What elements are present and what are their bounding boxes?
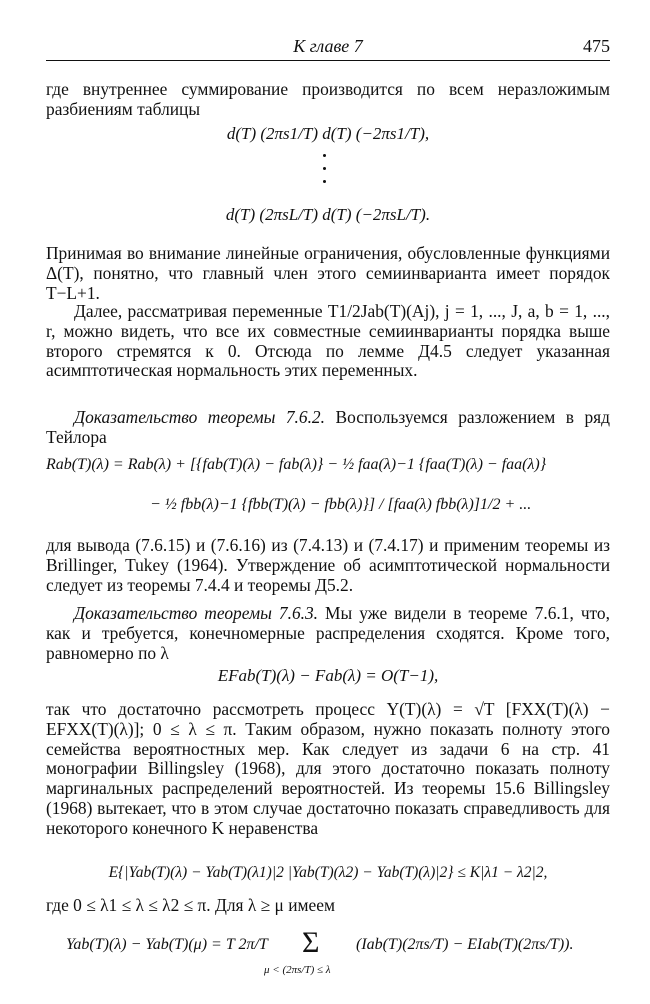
proof-2-text: Мы уже видели в теореме 7.6.1, что, как и требуется, конечномерные распределения сходятся. Кроме того, равномерно по λ xyxy=(46,603,610,663)
equation-5-lhs: Yab(T)(λ) − Yab(T)(μ) = T 2π/T xyxy=(66,936,268,953)
equation-5-rhs: (Iab(T)(2πs/T) − EIab(T)(2πs/T)). xyxy=(356,936,574,953)
paragraph-3-text: Далее, рассматривая переменные T1/2Jab(T)(Aj), j = 1, ..., J, a, b = 1, ..., r, можно видеть, что все их совместные семиинварианты порядка выше второго стремятся к 0. Отсюда по лемме Д4.5 следует указанная асимптотическая нормальность этих переменных. xyxy=(46,301,610,381)
paragraph-4-text: для вывода (7.6.15) и (7.6.16) из (7.4.13) и (7.4.17) и применим теоремы из Brillinger, Tukey (1964). Утверждение об асимптотической нормальности следует из теоремы 7.4.4 и теоремы Д5.2. xyxy=(46,535,610,595)
paragraph-3 xyxy=(46,302,610,381)
ellipsis-dot xyxy=(323,180,326,183)
vertical-ellipsis xyxy=(323,144,327,193)
paragraph-2 xyxy=(46,244,610,303)
proof-2-title: Доказательство теоремы 7.6.3. xyxy=(74,603,319,623)
paragraph-6-text: где 0 ≤ λ1 ≤ λ ≤ λ2 ≤ π. Для λ ≥ μ имеем xyxy=(46,895,335,915)
ellipsis-dot xyxy=(323,167,326,170)
paragraph-5-text: так что достаточно рассмотреть процесс Y(T)(λ) = √T [FXX(T)(λ) − EFXX(T)(λ)]; 0 ≤ λ ≤ π. Таким образом, нужно показать полноту этого семейства вероятностных мер. Как следует из задачи 6 на стр. 41 монографии Billingsley (1968), для этого достаточно показать полноту маргинальных распределений вероятностей. Из теоремы 15.6 Billingsley (1968) вытекает, что в этом случае достаточно показать справедливость для некоторого конечного K неравенства xyxy=(46,699,610,838)
paragraph-6 xyxy=(46,896,610,916)
paragraph-2-text: Принимая во внимание линейные ограничения, обусловленные функциями Δ(T), понятно, что главный член этого семиинварианта имеет порядок T−L+1. xyxy=(46,243,610,303)
equation-4: E{|Yab(T)(λ) − Yab(T)(λ1)|2 |Yab(T)(λ2) − Yab(T)(λ)|2} ≤ K|λ1 − λ2|2, xyxy=(108,864,548,881)
equation-5-sum-range: μ < (2πs/T) ≤ λ xyxy=(264,964,331,976)
proof-1-text: Воспользуемся разложением в ряд Тейлора xyxy=(46,407,611,447)
equation-3: EFab(T)(λ) − Fab(λ) = O(T−1), xyxy=(217,666,439,685)
paragraph-1 xyxy=(46,80,610,120)
equation-1-bottom: d(T) (2πsL/T) d(T) (−2πsL/T). xyxy=(225,205,431,224)
equation-2-line-2: − ½ fbb(λ)−1 {fbb(T)(λ) − fbb(λ)}] / [faa(λ) fbb(λ)]1/2 + ... xyxy=(150,496,532,513)
header-rule xyxy=(46,60,610,61)
page-header xyxy=(46,36,610,58)
equation-2-line-1: Rab(T)(λ) = Rab(λ) + [{fab(T)(λ) − fab(λ)} − ½ faa(λ)−1 {faa(T)(λ) − faa(λ)} xyxy=(46,456,547,473)
proof-7-6-2 xyxy=(46,408,610,448)
page-number: 475 xyxy=(583,36,610,56)
running-head: К главе 7 xyxy=(293,36,363,56)
ellipsis-dot xyxy=(323,154,326,157)
equation-5-sum: Σ xyxy=(302,926,320,959)
paragraph-5 xyxy=(46,700,610,839)
paragraph-1-text: где внутреннее суммирование производится по всем неразложимым разбиениям таблицы xyxy=(46,79,610,119)
proof-1-title: Доказательство теоремы 7.6.2. xyxy=(74,407,325,427)
proof-7-6-3 xyxy=(46,604,610,663)
equation-5 xyxy=(66,926,610,992)
equation-1-top: d(T) (2πs1/T) d(T) (−2πs1/T), xyxy=(226,124,430,143)
paragraph-4 xyxy=(46,536,610,595)
